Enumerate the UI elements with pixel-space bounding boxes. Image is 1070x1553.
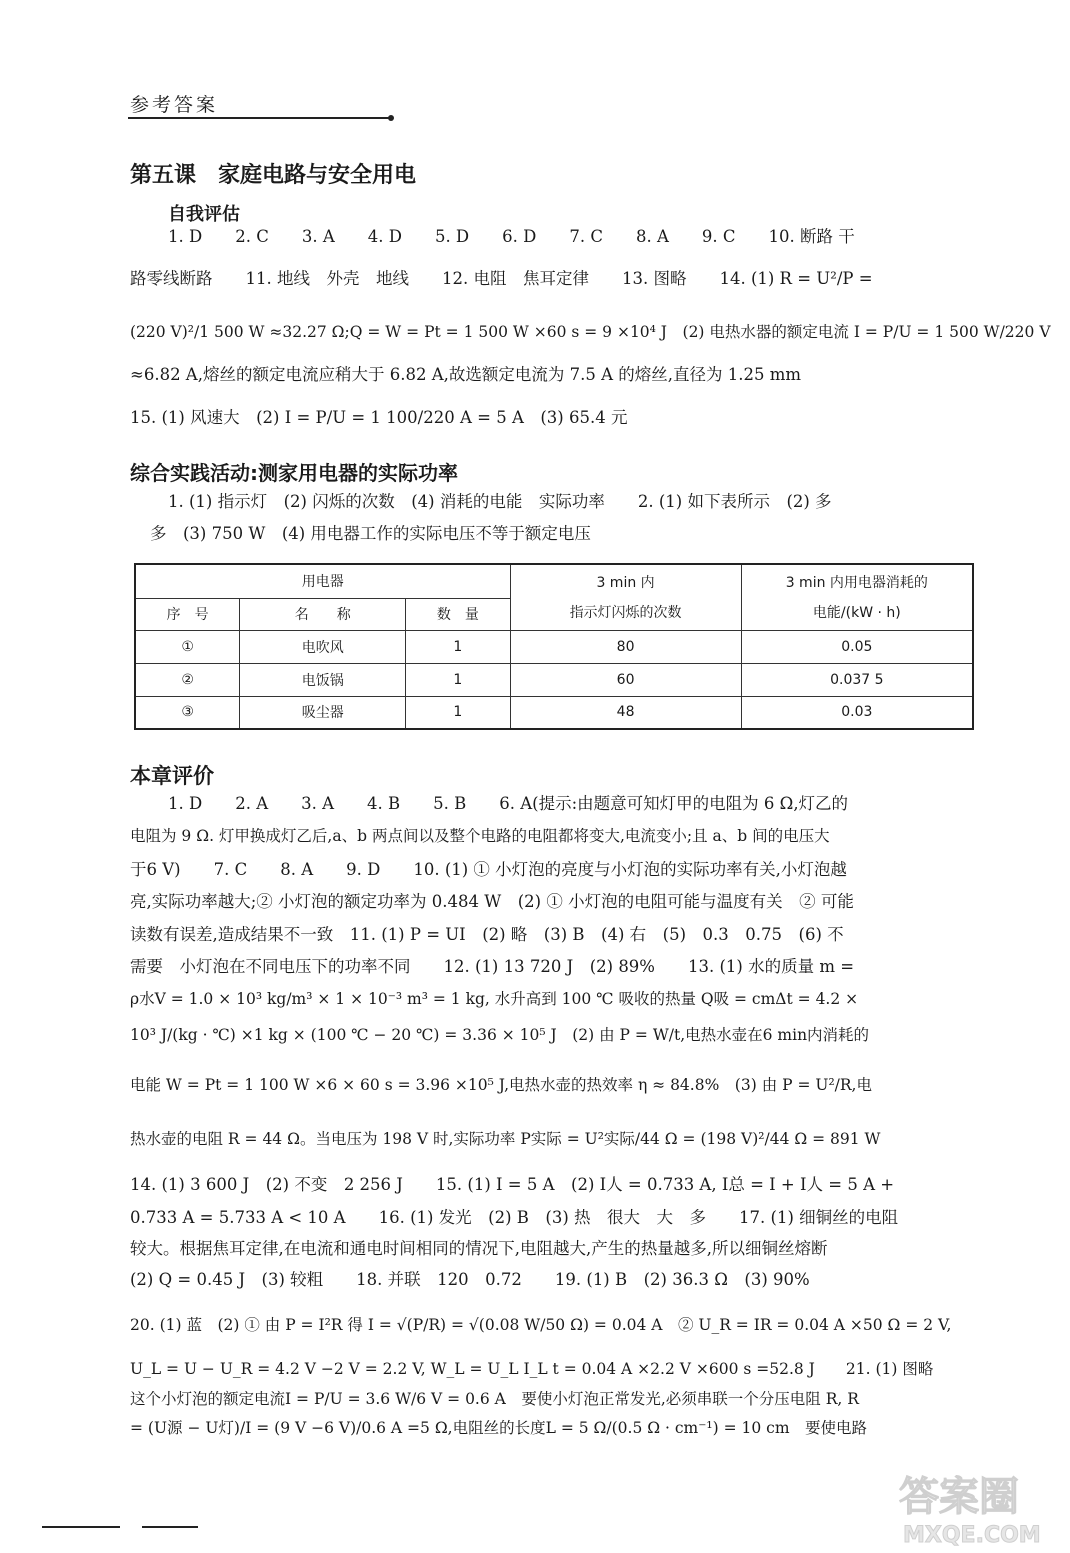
- footer-rule-right: [142, 1526, 198, 1528]
- cell-energy: 0.037 5: [741, 663, 973, 696]
- table-header-count-line1: 3 min 内: [596, 575, 655, 592]
- appliance-table: [134, 563, 974, 730]
- table-row: [135, 630, 973, 663]
- answer-line: 1. (1) 指示灯 (2) 闪烁的次数 (4) 消耗的电能 实际功率 2. (1) 如下表所示 (2) 多: [168, 492, 832, 511]
- table-header-count: [510, 564, 741, 630]
- header-rule-dot: [388, 115, 394, 121]
- cell-name: 电饭锅: [240, 663, 406, 696]
- answer-line: 1. D 2. C 3. A 4. D 5. D 6. D 7. C 8. A 9. C 10. 断路 干: [168, 227, 855, 246]
- answer-line: U_L = U − U_R = 4.2 V −2 V = 2.2 V, W_L = U_L I_L t = 0.04 A ×2.2 V ×600 s =52.8 J 21. (1) 图略: [130, 1360, 934, 1378]
- answer-line: 于6 V) 7. C 8. A 9. D 10. (1) ① 小灯泡的亮度与小灯泡的实际功率有关,小灯泡越: [130, 860, 847, 879]
- answer-line: = (U源 − U灯)/I = (9 V −6 V)/0.6 A =5 Ω,电阻丝的长度L = 5 Ω/(0.5 Ω · cm⁻¹) = 10 cm 要使电路: [130, 1419, 868, 1437]
- cell-index: ③: [135, 696, 240, 729]
- table-row: [135, 696, 973, 729]
- answer-line: 较大。根据焦耳定律,在电流和通电时间相同的情况下,电阻越大,产生的热量越多,所以细铜丝熔断: [130, 1239, 828, 1258]
- table-header-count-line2: 指示灯闪烁的次数: [569, 605, 682, 622]
- watermark-logo: [895, 1458, 1045, 1548]
- watermark-text-top: 答案圈: [899, 1474, 1019, 1520]
- answer-line: 亮,实际功率越大;② 小灯泡的额定功率为 0.484 W (2) ① 小灯泡的电阻可能与温度有关 ② 可能: [130, 892, 854, 911]
- answer-line: ρ水V = 1.0 × 10³ kg/m³ × 1 × 10⁻³ m³ = 1 kg, 水升高到 100 ℃ 吸收的热量 Q吸 = cmΔt = 4.2 ×: [130, 990, 859, 1008]
- table-row: [135, 663, 973, 696]
- table-header-energy: [741, 564, 973, 630]
- footer-rule-left: [42, 1526, 120, 1528]
- header-rule: [128, 117, 390, 119]
- section-subtitle: 自我评估: [168, 204, 240, 225]
- cell-qty: 1: [406, 696, 510, 729]
- answer-line: 电阻为 9 Ω. 灯甲换成灯乙后,a、b 两点间以及整个电路的电阻都将变大,电流变小;且 a、b 间的电压大: [130, 827, 830, 845]
- answer-line: 0.733 A = 5.733 A < 10 A 16. (1) 发光 (2) B (3) 热 很大 大 多 17. (1) 细铜丝的电阻: [130, 1208, 899, 1227]
- table-header-qty: 数 量: [406, 598, 510, 630]
- answer-line: 需要 小灯泡在不同电压下的功率不同 12. (1) 13 720 J (2) 89% 13. (1) 水的质量 m =: [130, 957, 855, 976]
- cell-count: 48: [510, 696, 741, 729]
- answer-line: 多 (3) 750 W (4) 用电器工作的实际电压不等于额定电压: [150, 524, 591, 543]
- answer-line: (2) Q = 0.45 J (3) 较粗 18. 并联 120 0.72 19. (1) B (2) 36.3 Ω (3) 90%: [130, 1270, 810, 1289]
- answer-line: 热水壶的电阻 R = 44 Ω。当电压为 198 V 时,实际功率 P实际 = U²实际/44 Ω = (198 V)²/44 Ω = 891 W: [130, 1130, 881, 1148]
- cell-energy: 0.05: [741, 630, 973, 663]
- answer-line: 14. (1) 3 600 J (2) 不变 2 256 J 15. (1) I = 5 A (2) I人 = 0.733 A, I总 = I + I人 = 5 A +: [130, 1175, 895, 1194]
- answer-line: 15. (1) 风速大 (2) I = P/U = 1 100/220 A = 5 A (3) 65.4 元: [130, 408, 628, 427]
- answer-line: 10³ J/(kg · ℃) ×1 kg × (100 ℃ − 20 ℃) = 3.36 × 10⁵ J (2) 由 P = W/t,电热水壶在6 min内消耗的: [130, 1026, 870, 1044]
- table-header-energy-line2: 电能/(kW · h): [812, 605, 901, 622]
- cell-qty: 1: [406, 630, 510, 663]
- cell-count: 80: [510, 630, 741, 663]
- answer-line: ≈6.82 A,熔丝的额定电流应稍大于 6.82 A,故选额定电流为 7.5 A 的熔丝,直径为 1.25 mm: [130, 365, 802, 384]
- answer-line: (220 V)²/1 500 W ≈32.27 Ω;Q = W = Pt = 1 500 W ×60 s = 9 ×10⁴ J (2) 电热水器的额定电流 I = P/U = 1 500 W/220 V: [130, 323, 1051, 341]
- section-title: 第五课 家庭电路与安全用电: [130, 163, 417, 188]
- cell-name: 吸尘器: [240, 696, 406, 729]
- table-header-index: 序 号: [135, 598, 240, 630]
- header-label: 参考答案: [130, 94, 219, 116]
- answer-line: 读数有误差,造成结果不一致 11. (1) P = UI (2) 略 (3) B (4) 右 (5) 0.3 0.75 (6) 不: [130, 925, 844, 944]
- cell-energy: 0.03: [741, 696, 973, 729]
- cell-index: ①: [135, 630, 240, 663]
- table-header-energy-line1: 3 min 内用电器消耗的: [785, 575, 928, 592]
- answer-line: 电能 W = Pt = 1 100 W ×6 × 60 s = 3.96 ×10⁵ J,电热水壶的热效率 η ≈ 84.8% (3) 由 P = U²/R,电: [130, 1076, 872, 1094]
- cell-name: 电吹风: [240, 630, 406, 663]
- watermark-text-bottom: MXQE.COM: [903, 1523, 1041, 1548]
- answer-line: 1. D 2. A 3. A 4. B 5. B 6. A(提示:由题意可知灯甲的电阻为 6 Ω,灯乙的: [168, 794, 849, 813]
- activity-title: 综合实践活动:测家用电器的实际功率: [130, 461, 458, 485]
- cell-count: 60: [510, 663, 741, 696]
- cell-qty: 1: [406, 663, 510, 696]
- answer-line: 这个小灯泡的额定电流I = P/U = 3.6 W/6 V = 0.6 A 要使小灯泡正常发光,必须串联一个分压电阻 R, R: [130, 1390, 859, 1408]
- table-group-header: 用电器: [135, 564, 510, 598]
- answer-line: 20. (1) 蓝 (2) ① 由 P = I²R 得 I = √(P/R) = √(0.08 W/50 Ω) = 0.04 A ② U_R = IR = 0.04 A ×50 Ω = 2 V,: [130, 1316, 952, 1334]
- chapter-title: 本章评价: [130, 764, 214, 788]
- cell-index: ②: [135, 663, 240, 696]
- answer-line: 路零线断路 11. 地线 外壳 地线 12. 电阻 焦耳定律 13. 图略 14. (1) R = U²/P =: [130, 269, 873, 288]
- table-header-name: 名 称: [240, 598, 406, 630]
